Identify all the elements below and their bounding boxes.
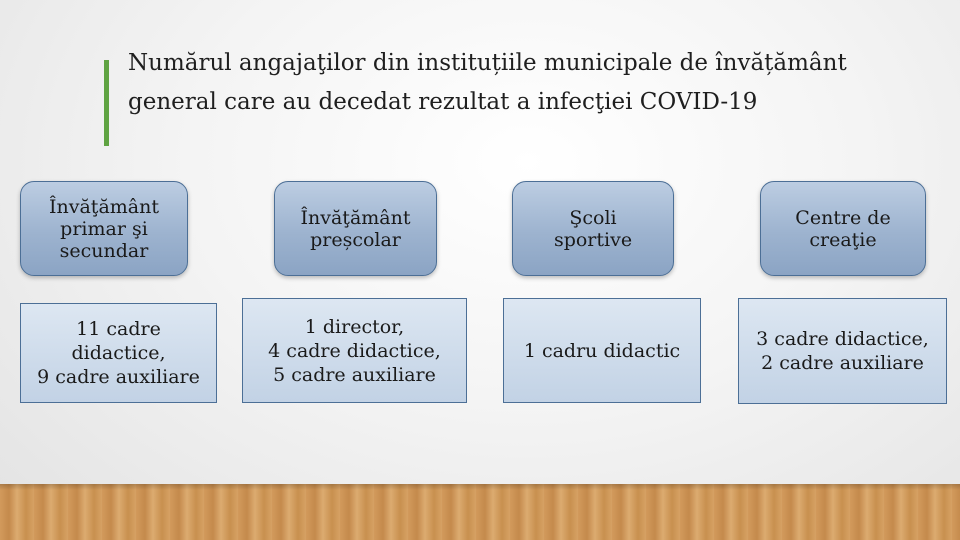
value-card-primary-secondary <box>20 303 217 403</box>
value-text-line: didactice, <box>71 342 166 364</box>
category-card-primary-secondary <box>20 181 188 276</box>
value-text-line: 1 cadru didactic <box>523 339 681 362</box>
category-text-line: Învăţământ <box>49 195 159 218</box>
value-text-line: 9 cadre auxiliare <box>37 366 200 388</box>
slide-title <box>128 44 958 122</box>
category-text-line: creaţie <box>809 228 877 251</box>
value-text-line: 2 cadre auxiliare <box>761 352 924 374</box>
wooden-floor-strip <box>0 484 960 540</box>
category-text-line: sportive <box>553 228 633 251</box>
category-text-line: secundar <box>59 239 149 262</box>
title-line-1: Numărul angajaţilor din instituțiile municipale de învățământ <box>128 50 847 76</box>
value-card-sport-schools <box>503 298 701 403</box>
value-card-preschool <box>242 298 467 403</box>
category-card-creation-centers <box>760 181 926 276</box>
value-card-creation-centers <box>738 298 947 404</box>
category-text-line: preșcolar <box>310 228 401 251</box>
value-text-line: 5 cadre auxiliare <box>273 363 436 386</box>
category-text-line: Centre de <box>795 206 891 229</box>
value-text-line: 11 cadre <box>76 318 161 340</box>
title-line-2: general care au decedat rezultat a infecţiei COVID-19 <box>128 89 758 115</box>
category-text-line: primar şi <box>60 217 148 240</box>
value-text-line: 1 director, <box>304 315 405 338</box>
category-text-line: Şcoli <box>569 206 617 229</box>
value-text-line: 4 cadre didactice, <box>268 339 441 362</box>
category-text-line: Învăţământ <box>300 206 411 229</box>
value-text-line: 3 cadre didactice, <box>756 328 929 350</box>
title-accent-bar <box>104 60 109 146</box>
category-card-preschool <box>274 181 437 276</box>
category-card-sport-schools <box>512 181 674 276</box>
